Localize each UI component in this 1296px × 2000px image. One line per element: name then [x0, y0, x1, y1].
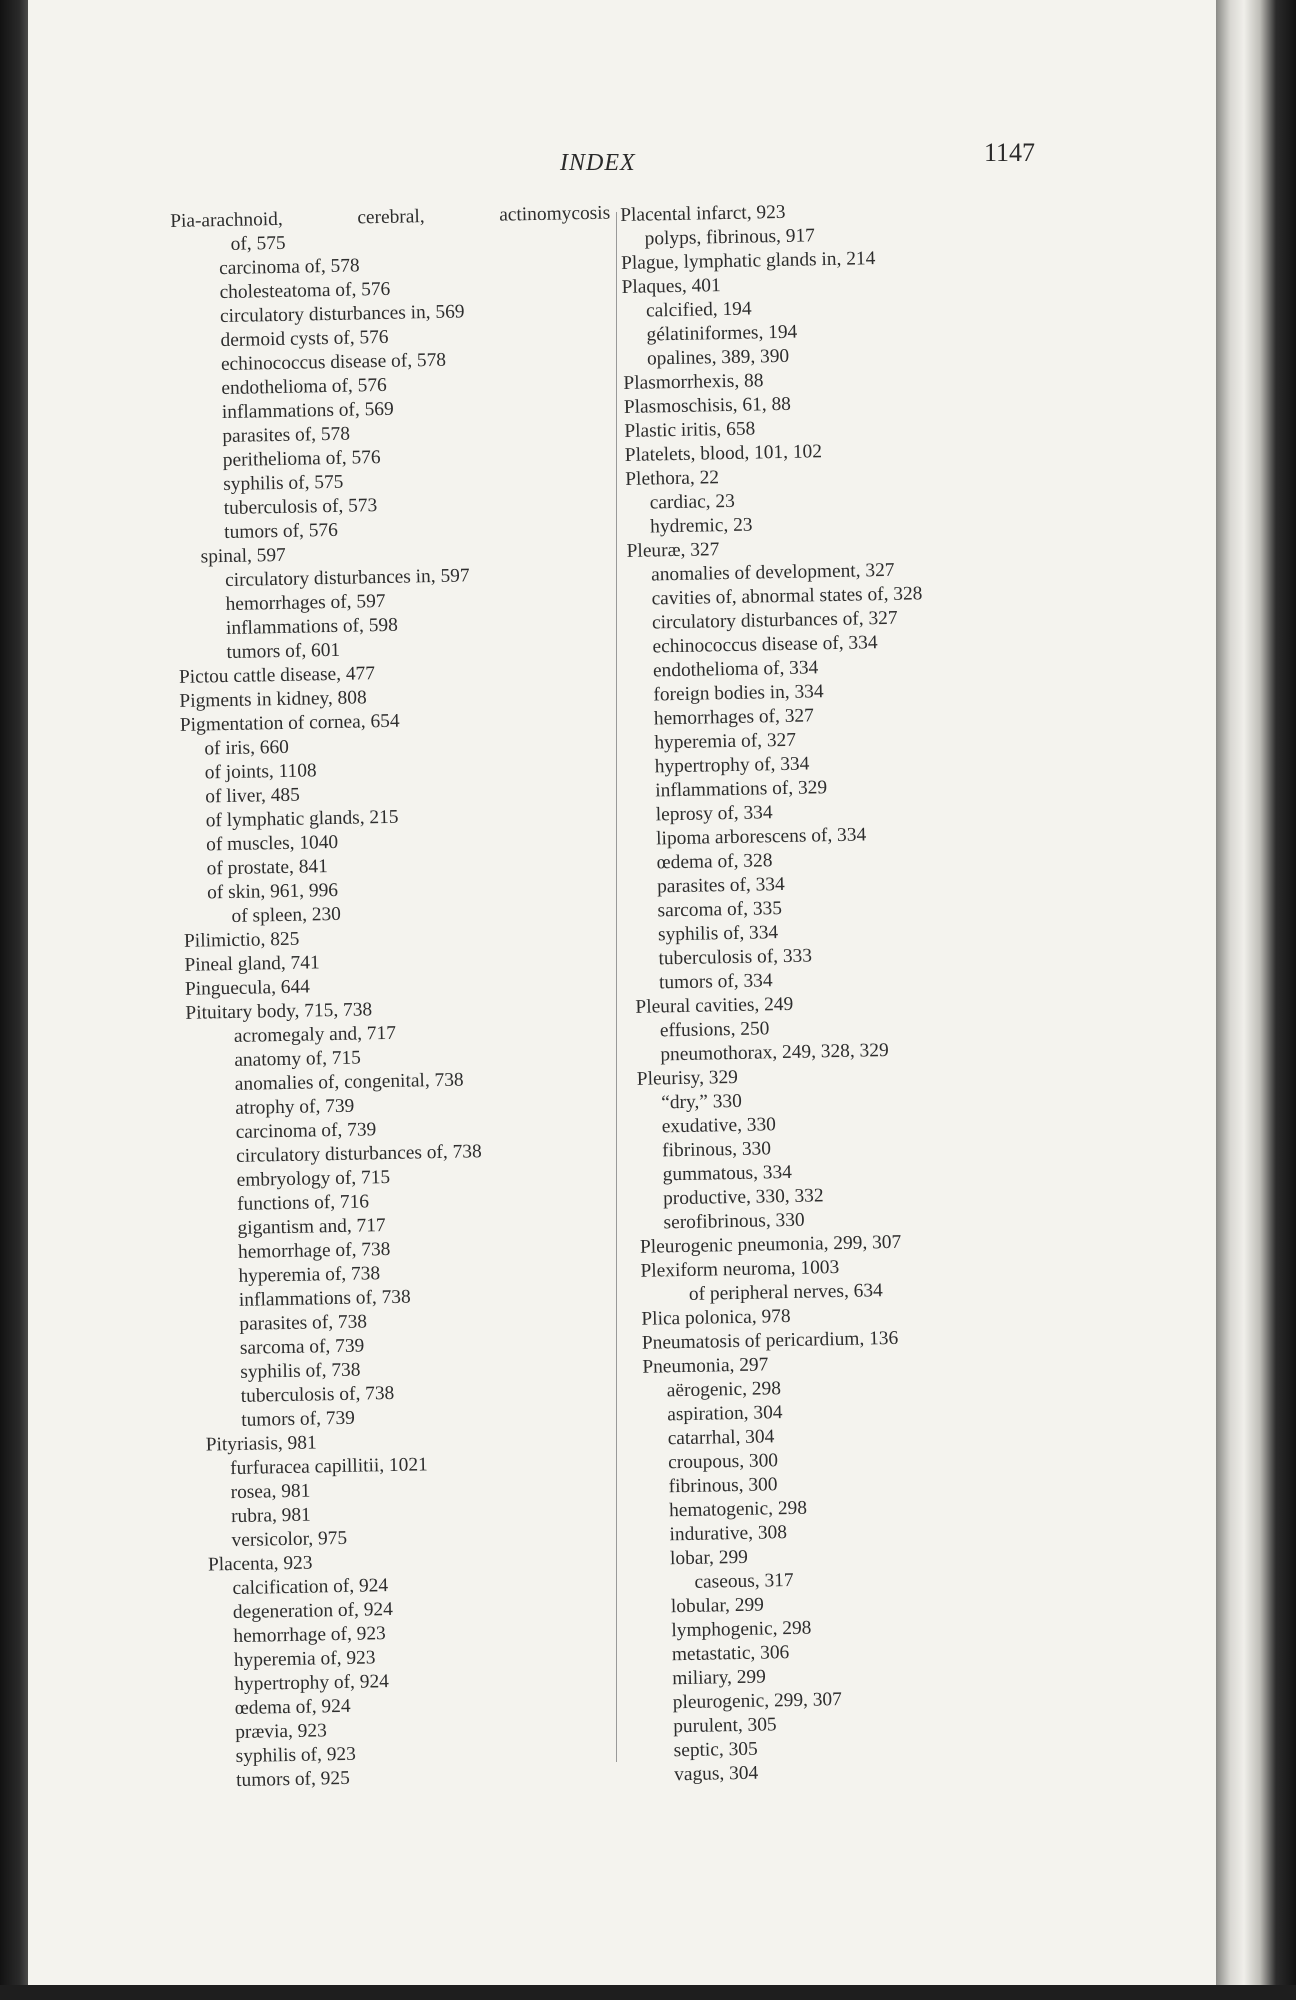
- index-entry: hematogenic, 298: [668, 1497, 808, 1522]
- index-entry: lymphogenic, 298: [671, 1617, 812, 1642]
- index-entry: Plica polonica, 978: [641, 1305, 791, 1330]
- index-entry: tuberculosis of, 738: [240, 1382, 395, 1407]
- index-entry: anomalies of development, 327: [650, 559, 895, 586]
- index-entry: miliary, 299: [672, 1666, 767, 1690]
- index-entry: hyperemia of, 327: [654, 729, 797, 754]
- index-entry: “dry,” 330: [661, 1090, 743, 1114]
- index-entry: furfuracea capillitii, 1021: [229, 1454, 428, 1480]
- index-entry: Plague, lymphatic glands in, 214: [620, 248, 876, 274]
- index-entry: vagus, 304: [673, 1762, 759, 1786]
- index-entry: Pictou cattle disease, 477: [178, 663, 376, 688]
- index-entry: lobular, 299: [670, 1594, 765, 1618]
- index-entry: Plethora, 22: [625, 467, 720, 490]
- index-entry: sarcoma of, 739: [239, 1335, 365, 1359]
- index-entry: Placenta, 923: [207, 1552, 313, 1576]
- index-entry: hemorrhages of, 327: [653, 705, 815, 730]
- index-entry: calcified, 194: [645, 298, 752, 322]
- index-entry: Pigmentation of cornea, 654: [179, 710, 400, 736]
- index-column-left: [170, 202, 640, 1794]
- index-entry: rosea, 981: [230, 1480, 311, 1504]
- index-entry: gigantism and, 717: [237, 1215, 386, 1239]
- index-entry: inflammations of, 598: [225, 614, 399, 639]
- index-entry: parasites of, 578: [222, 423, 351, 448]
- index-entry: functions of, 716: [236, 1191, 370, 1215]
- index-entry: croupous, 300: [667, 1450, 779, 1474]
- index-entry: of, 575: [230, 232, 286, 255]
- index-entry: Pleurogenic pneumonia, 299, 307: [639, 1231, 902, 1258]
- index-entry: calcification of, 924: [232, 1575, 389, 1600]
- running-head: INDEX: [560, 150, 636, 176]
- index-entry: tumors of, 739: [241, 1407, 356, 1431]
- index-entry: anomalies of, congenital, 738: [234, 1069, 464, 1095]
- index-entry: of lymphatic glands, 215: [205, 806, 399, 832]
- index-entry: acromegaly and, 717: [233, 1022, 397, 1047]
- index-entry: syphilis of, 738: [240, 1359, 361, 1383]
- index-entry: hypertrophy of, 334: [654, 753, 810, 778]
- index-entry: lipoma arborescens of, 334: [655, 824, 867, 850]
- index-entry: echinococcus disease of, 578: [220, 349, 447, 376]
- index-entry: indurative, 308: [669, 1522, 788, 1546]
- index-entry: rubra, 981: [230, 1504, 311, 1528]
- index-entry: circulatory disturbances in, 569: [219, 301, 465, 328]
- index-entry: pneumothorax, 249, 328, 329: [660, 1040, 889, 1066]
- index-entry: hyperemia of, 923: [233, 1647, 376, 1672]
- index-entry: sarcoma of, 335: [657, 898, 783, 922]
- page-edges: [1216, 0, 1296, 2000]
- index-entry: hemorrhage of, 738: [237, 1238, 391, 1263]
- index-entry: Pineal gland, 741: [184, 952, 320, 976]
- index-entry: tuberculosis of, 573: [223, 495, 378, 520]
- index-entry: caseous, 317: [694, 1569, 794, 1593]
- index-entry: pleurogenic, 299, 307: [672, 1689, 843, 1714]
- index-entry: syphilis of, 334: [657, 922, 779, 946]
- index-entry: circulatory disturbances in, 597: [224, 565, 470, 592]
- index-entry: Plasmoschisis, 61, 88: [623, 393, 792, 418]
- index-entry: Plasmorrhexis, 88: [623, 370, 764, 394]
- index-entry: aërogenic, 298: [666, 1378, 782, 1402]
- index-entry: lobar, 299: [669, 1546, 749, 1570]
- index-entry: atrophy of, 739: [235, 1095, 355, 1119]
- index-entry: Pleuræ, 327: [626, 539, 720, 562]
- index-entry: aspiration, 304: [667, 1402, 783, 1426]
- index-entry: catarrhal, 304: [667, 1426, 775, 1450]
- index-entry: of spleen, 230: [231, 903, 342, 927]
- index-entry: of joints, 1108: [204, 760, 317, 784]
- index-entry: gélatiniformes, 194: [646, 321, 798, 346]
- page-number: 1147: [984, 138, 1036, 167]
- index-entry: œdema of, 328: [656, 850, 773, 874]
- index-entry: hemorrhage of, 923: [233, 1623, 386, 1648]
- index-entry: prævia, 923: [235, 1720, 327, 1744]
- index-entry: productive, 330, 332: [662, 1185, 824, 1210]
- index-entry: inflammations of, 738: [238, 1286, 411, 1311]
- index-entry: echinococcus disease of, 334: [652, 632, 878, 658]
- index-entry: carcinoma of, 578: [218, 255, 360, 280]
- index-entry: of peripheral nerves, 634: [688, 1280, 883, 1305]
- index-entry: tuberculosis of, 333: [658, 945, 813, 970]
- index-entry: syphilis of, 575: [223, 471, 344, 496]
- index-entry: circulatory disturbances of, 327: [651, 607, 898, 634]
- index-entry: tumors of, 601: [226, 639, 341, 663]
- index-entry: hemorrhages of, 597: [225, 590, 386, 616]
- index-entry: syphilis of, 923: [235, 1743, 357, 1768]
- index-entry: spinal, 597: [200, 544, 286, 568]
- index-entry: Pleural cavities, 249: [635, 993, 794, 1018]
- index-entry: Plexiform neuroma, 1003: [640, 1256, 840, 1282]
- index-entry: fibrinous, 330: [661, 1138, 772, 1162]
- index-entry: polyps, fibrinous, 917: [644, 225, 816, 250]
- index-entry: of liver, 485: [205, 784, 301, 808]
- index-entry: œdema of, 924: [234, 1695, 351, 1720]
- index-entry: Pilimictio, 825: [183, 928, 300, 952]
- index-entry: hypertrophy of, 924: [234, 1671, 390, 1696]
- index-entry: Pneumatosis of pericardium, 136: [641, 1327, 899, 1354]
- index-entry: Pigments in kidney, 808: [179, 687, 367, 712]
- index-entry: Plaques, 401: [621, 275, 721, 298]
- index-entry: versicolor, 975: [231, 1527, 348, 1552]
- index-entry: tumors of, 334: [658, 970, 773, 994]
- index-entry: parasites of, 334: [656, 873, 785, 898]
- index-entry: dermoid cysts of, 576: [220, 326, 389, 352]
- index-entry: cardiac, 23: [649, 490, 735, 514]
- index-entry: septic, 305: [673, 1738, 758, 1762]
- index-entry: inflammations of, 569: [221, 398, 394, 424]
- index-entry: Platelets, blood, 101, 102: [624, 441, 823, 466]
- index-entry: leprosy of, 334: [655, 802, 773, 826]
- index-entry: inflammations of, 329: [655, 777, 828, 802]
- index-entry: of muscles, 1040: [205, 831, 339, 856]
- index-entry: Plastic iritis, 658: [624, 418, 756, 442]
- index-entry: Pituitary body, 715, 738: [185, 999, 373, 1024]
- index-entry: Pleurisy, 329: [636, 1066, 739, 1090]
- index-entry: cavities of, abnormal states of, 328: [651, 583, 923, 610]
- index-entry: Pia-arachnoid, cerebral, actinomycosis: [170, 202, 611, 232]
- index-entry: serofibrinous, 330: [663, 1209, 805, 1234]
- index-entry: carcinoma of, 739: [235, 1119, 377, 1143]
- index-entry: purulent, 305: [673, 1714, 777, 1738]
- index-entry: circulatory disturbances of, 738: [235, 1141, 482, 1167]
- index-entry: of skin, 961, 996: [206, 879, 339, 904]
- bottom-shadow: [0, 1985, 1296, 2000]
- index-entry: embryology of, 715: [236, 1166, 391, 1191]
- index-entry: Pinguecula, 644: [184, 976, 311, 1000]
- index-entry: Pneumonia, 297: [642, 1354, 769, 1378]
- index-entry: gummatous, 334: [662, 1161, 793, 1186]
- index-entry: Placental infarct, 923: [620, 201, 786, 226]
- index-entry: Pityriasis, 981: [205, 1432, 317, 1456]
- index-entry: parasites of, 738: [239, 1311, 368, 1335]
- index-entry: opalines, 389, 390: [646, 345, 790, 370]
- index-entry: tumors of, 576: [223, 519, 339, 544]
- index-entry: metastatic, 306: [671, 1642, 790, 1666]
- index-entry: cholesteatoma of, 576: [219, 278, 391, 304]
- index-entry: hyperemia of, 738: [238, 1263, 381, 1287]
- index-entry: exudative, 330: [661, 1114, 777, 1138]
- index-entry: endothelioma of, 334: [652, 657, 819, 682]
- index-entry: of prostate, 841: [206, 856, 329, 880]
- index-entry: endothelioma of, 576: [221, 374, 387, 400]
- index-entry: perithelioma of, 576: [222, 447, 381, 472]
- index-entry: tumors of, 925: [235, 1767, 350, 1792]
- index-entry: degeneration of, 924: [232, 1598, 394, 1624]
- index-column-right: [620, 196, 1070, 1788]
- index-entry: fibrinous, 300: [668, 1474, 778, 1498]
- index-entry: hydremic, 23: [650, 514, 753, 538]
- index-entry: effusions, 250: [659, 1018, 770, 1042]
- index-entry: of iris, 660: [204, 736, 290, 760]
- index-entry: foreign bodies in, 334: [653, 681, 824, 706]
- index-entry: anatomy of, 715: [234, 1047, 362, 1071]
